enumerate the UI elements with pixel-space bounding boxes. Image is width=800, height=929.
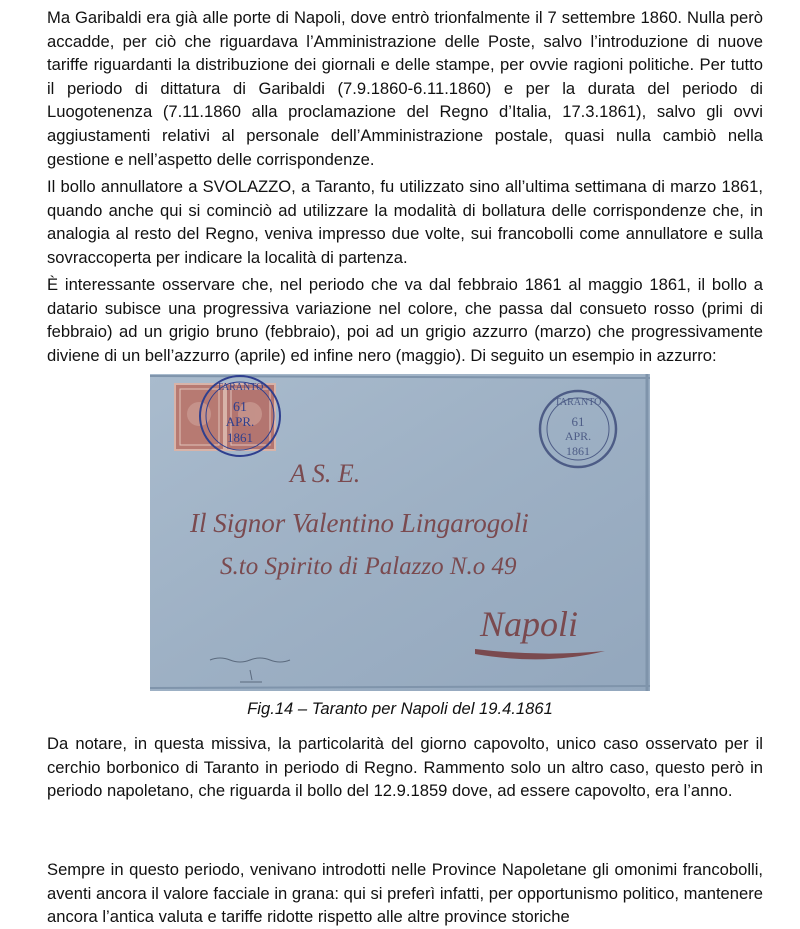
paragraph-4: Da notare, in questa missiva, la particolarità del giorno capovolto, unico caso osservato per il cerchio borbonico di Taranto in periodo di Regno. Rammento solo un altro caso, questo però in periodo napoletano, che riguarda il bollo del 12.9.1859 dove, ad essere capovolto, era l’anno.: [47, 734, 763, 801]
svg-text:A S. E.: A S. E.: [290, 459, 361, 488]
letter-cover-photo: [150, 374, 650, 691]
svg-text:APR.: APR.: [564, 429, 592, 443]
svg-text:61: 61: [233, 400, 247, 415]
svg-text:Il Signor Valentino Lingarogol: Il Signor Valentino Lingarogoli: [190, 508, 529, 538]
figure-caption: Fig.14 – Taranto per Napoli del 19.4.1861: [247, 699, 553, 718]
svg-text:1861: 1861: [566, 444, 590, 458]
svg-text:61: 61: [571, 414, 585, 429]
paragraph-5: Sempre in questo periodo, venivano introdotti nelle Province Napoletane gli omonimi francobolli, aventi ancora il valore facciale in grana: qui si preferì infatti, per opportunismo politico, mantenere ancora l’antica valuta e tariffe ridotte rispetto alle altre province storiche: [47, 860, 763, 927]
svg-text:Napoli: Napoli: [480, 604, 579, 644]
svg-text:TARANTO: TARANTO: [554, 397, 602, 408]
svg-text:S.to Spirito di Palazzo N.o 49: S.to Spirito di Palazzo N.o 49: [220, 553, 517, 580]
paragraph-2: Il bollo annullatore a SVOLAZZO, a Taranto, fu utilizzato sino all’ultima settimana di marzo 1861, quando anche qui si cominciò ad utilizzare la modalità di bollatura delle corrispondenze che, in analogia al resto del Regno, veniva impresso due volte, sui francobolli come annullatore e sulla sovraccoperta per indicare la località di partenza.: [47, 177, 763, 267]
svg-text:APR.: APR.: [225, 414, 255, 429]
svg-text:TARANTO: TARANTO: [216, 382, 264, 393]
paragraph-1: Ma Garibaldi era già alle porte di Napoli, dove entrò trionfalmente il 7 settembre 1860. Nulla però accadde, per ciò che riguardava l’Amministrazione delle Poste, salvo l’introduzione di nuove tariffe riguardanti la distribuzione dei giornali e delle stampe, per ovvie ragioni politiche. Per tutto il periodo di dittatura di Garibaldi (7.9.1860-6.11.1860) e per la durata del periodo di Luogotenenza (7.11.1860 alla proclamazione del Regno d’Italia, 17.3.1861), salvo gli ovvi aggiustamenti relativi al personale dell’Amministrazione postale, quasi nulla cambiò nella gestione e nell’aspetto delle corrispondenze.: [47, 8, 763, 169]
svg-text:1861: 1861: [227, 430, 253, 445]
paragraph-3: È interessante osservare che, nel periodo che va dal febbraio 1861 al maggio 1861, il bollo a datario subisce una progressiva variazione nel colore, che passa dal consueto rosso (primi di febbraio) ad un grigio bruno (febbraio), poi ad un grigio azzurro (marzo) che progressivamente diviene di un bell’azzurro (aprile) ed infine nero (maggio). Di seguito un esempio in azzurro:: [47, 275, 763, 365]
